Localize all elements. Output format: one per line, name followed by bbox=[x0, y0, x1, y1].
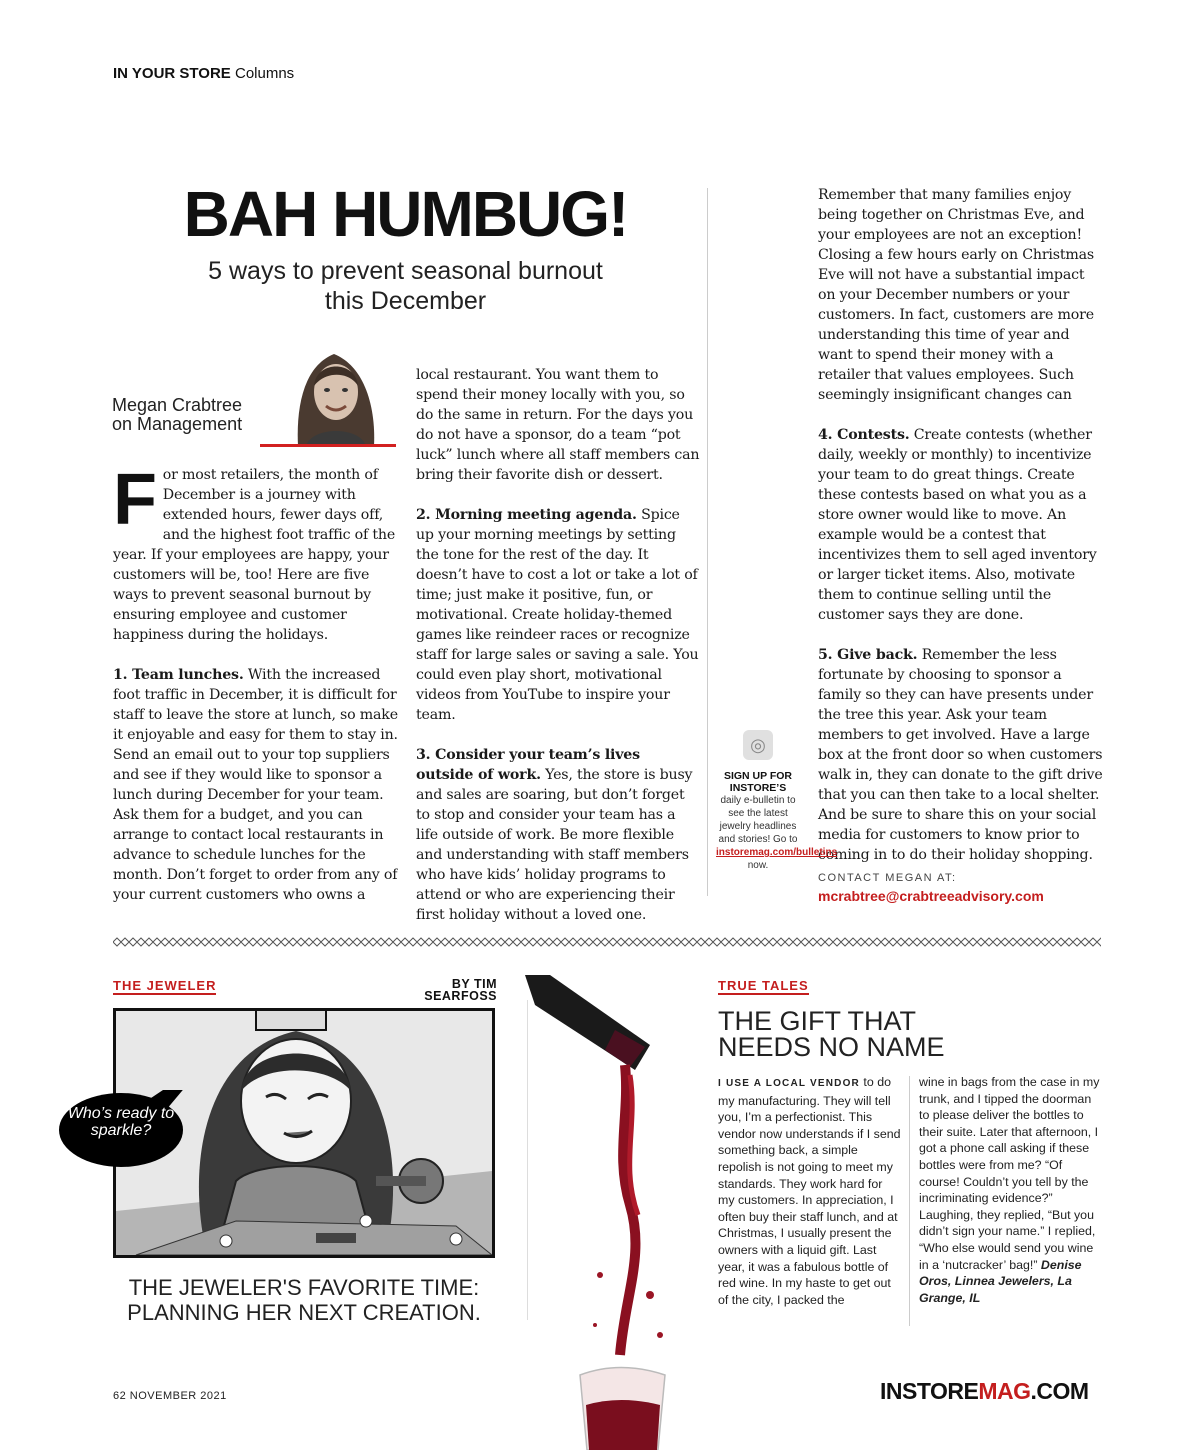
credit-line: SEARFOSS bbox=[424, 989, 497, 1003]
bulletin-link[interactable]: instoremag.com/bulletins bbox=[716, 847, 838, 858]
caption-line: PLANNING HER NEXT CREATION. bbox=[127, 1300, 481, 1325]
brand-part: INSTORE bbox=[880, 1378, 979, 1404]
wine-pour-image bbox=[520, 975, 705, 1450]
credit-line: BY TIM bbox=[451, 977, 497, 991]
tip-5 bbox=[818, 645, 1103, 865]
true-tales-column-2 bbox=[919, 1074, 1103, 1306]
contact-label: CONTACT MEGAN AT: bbox=[818, 872, 957, 884]
true-tales-label bbox=[718, 978, 809, 993]
byline-rule bbox=[260, 444, 396, 447]
tip-3-flow bbox=[818, 185, 1103, 405]
bulletin-heading: SIGN UP FOR INSTORE’S bbox=[723, 770, 793, 794]
globe-icon: ◎ bbox=[743, 730, 773, 760]
true-tales-column-1 bbox=[718, 1074, 902, 1308]
bulletin-text: daily e-bulletin to see the latest jewelry headlines and stories! Go to bbox=[718, 795, 798, 845]
tip-3-continued bbox=[818, 185, 1103, 405]
section-header bbox=[113, 65, 294, 82]
contact-email-link[interactable]: mcrabtree@crabtreeadvisory.com bbox=[818, 888, 1044, 904]
true-tales-title bbox=[718, 1008, 1098, 1060]
tip-3 bbox=[416, 745, 701, 925]
jeweler-label-text: THE JEWELER bbox=[113, 978, 217, 993]
article-headline: BAH HUMBUG! bbox=[183, 178, 628, 250]
caption-line: THE JEWELER'S FAVORITE TIME: bbox=[128, 1275, 480, 1300]
tip-4 bbox=[818, 425, 1103, 625]
article-column-2 bbox=[416, 365, 701, 945]
subhead-line: 5 ways to prevent seasonal burnout bbox=[208, 257, 603, 285]
tip-1 bbox=[113, 665, 398, 905]
subhead-line: this December bbox=[324, 287, 487, 315]
true-tales-label-text: TRUE TALES bbox=[718, 978, 809, 993]
intro-paragraph bbox=[113, 460, 398, 645]
comic-caption bbox=[113, 1275, 495, 1325]
tip-title: 2. Morning meeting agenda. bbox=[416, 507, 637, 523]
site-brand bbox=[880, 1378, 1089, 1405]
tip-body: local restaurant. You want them to spend their money locally with you, so do the same in return. For the days you do not have a sponsor, do a team “pot luck” lunch where all staff members can bring their favorite dish or dessert. bbox=[416, 367, 700, 483]
tip-body: Spice up your morning meetings by setting the tone for the rest of the day. It doesn’t have to cost a lot or take a lot of time; just make it positive, fun, or motivational. Create holiday-themed games like reindeer races or recognize staff for large sales or saving a sale. You could even play short, motivational videos from YouTube to inspire your team. bbox=[416, 507, 699, 723]
tip-body: With the increased foot traffic in December, it is difficult for staff to leave the store at lunch, so make it enjoyable and easy for them to stay in. Send an email out to your top suppliers and see if they would like to sponsor a lunch during December for your team. Ask them for a budget, and you can arrange to contact local restaurants in advance to schedule lunches for the month. Don’t forget to order from any of your current customers who owns a bbox=[113, 667, 398, 903]
column-name: on Management bbox=[112, 414, 243, 434]
tip-title: 3. Consider your team’s lives outside of work. bbox=[416, 747, 640, 783]
story-text: to do my manufacturing. They will tell you, I’m a perfectionist. This vendor now understands if I send something back, a simple repolish is not going to meet my standards. They work hard for my customers. In appreciation, I often buy their staff lunch, and at Christmas, I usually present the owners with a liquid gift. Last year, it was a fabulous bottle of red wine. In my haste to get out of the city, I packed the bbox=[718, 1075, 901, 1307]
tip-body: Create contests (whether daily, weekly or monthly) to incentivize your team to do great things. Create these contests based on what you as a store owner would like to move. An example would be a contest that incentivizes them to sell aged inventory or larger ticket items. Also, motivate them to continue selling until the customer says they are done. bbox=[818, 427, 1097, 623]
tip-body: Remember the less fortunate by choosing to sponsor a family so they can have presents under the tree this year. Ask your team members to get involved. Have a large box at the front door so when customers walk in, they can donate to the gift drive that you can then take to a local shelter. And be sure to share this on your social media for customers to know prior to coming in to do their holiday shopping. bbox=[818, 647, 1103, 863]
brand-part: MAG bbox=[978, 1378, 1031, 1404]
section-divider bbox=[113, 936, 1101, 948]
story-signature: Denise Oros, Linnea Jewelers, La Grange, IL bbox=[919, 1257, 1082, 1305]
story-lead-in: I USE A LOCAL VENDOR bbox=[718, 1078, 860, 1089]
tip-title: 5. Give back. bbox=[818, 647, 918, 663]
tip-title: 1. Team lunches. bbox=[113, 667, 244, 683]
intro-text: or most retailers, the month of December is a journey with extended hours, fewer days off, and the highest foot traffic of the year. If your employees are happy, your customers will be, too! Here are five ways to prevent seasonal burnout by ensuring employee and customer happiness during the holidays. bbox=[113, 467, 396, 643]
article-column-1 bbox=[113, 460, 398, 925]
tip-2 bbox=[416, 505, 701, 725]
tip-1-flow bbox=[416, 365, 701, 485]
section-name: IN YOUR STORE bbox=[113, 65, 231, 82]
brand-part: .COM bbox=[1030, 1378, 1089, 1404]
tip-title: 4. Contests. bbox=[818, 427, 910, 443]
drop-cap: F bbox=[113, 460, 157, 540]
tip-body: Remember that many families enjoy being together on Christmas Eve, and your employees are not an exception! Closing a few hours early on Christmas Eve will not have a substantial impact on your December numbers or your customers. In fact, customers are more understanding this time of year and want to spend their money with a retailer that values employees. Such seemingly insignificant changes can bbox=[818, 187, 1094, 403]
title-line: THE GIFT THAT bbox=[718, 1006, 917, 1036]
author-byline bbox=[112, 396, 242, 434]
jeweler-section-label bbox=[113, 978, 216, 993]
author-name: Megan Crabtree bbox=[112, 395, 243, 415]
tip-body: Yes, the store is busy and sales are soaring, but don’t forget to stop and consider your team has a life outside of work. Be more flexible and understanding with staff members who have kids’ holiday programs to attend or who are experiencing their first holiday without a loved one. bbox=[416, 767, 693, 923]
page-footer: 62 NOVEMBER 2021 bbox=[113, 1390, 227, 1402]
bulletin-signup bbox=[716, 730, 838, 872]
bulletin-tail: now. bbox=[747, 860, 769, 871]
tip-1-continued bbox=[416, 365, 701, 485]
story-text: wine in bags from the case in my trunk, and I tipped the doorman to please deliver the bottles to their suite. Later that afternoon, I got a phone call asking if these bottles were from me? “Of course! Couldn’t you tell by the incriminating evidence?” Laughing, they replied, “But you didn’t sign your name.” I replied, “Who else would send you wine in a ‘nutcracker’ bag!” bbox=[919, 1075, 1100, 1272]
column-divider bbox=[909, 1076, 910, 1326]
comic-credit bbox=[400, 978, 497, 1002]
article-column-3 bbox=[818, 185, 1103, 885]
section-subname: Columns bbox=[230, 65, 295, 82]
speech-bubble-text: Who’s ready to sparkle? bbox=[67, 1105, 175, 1139]
article-subhead bbox=[113, 256, 698, 316]
column-divider bbox=[707, 188, 708, 896]
author-portrait bbox=[276, 346, 396, 446]
title-line: NEEDS NO NAME bbox=[718, 1032, 945, 1062]
